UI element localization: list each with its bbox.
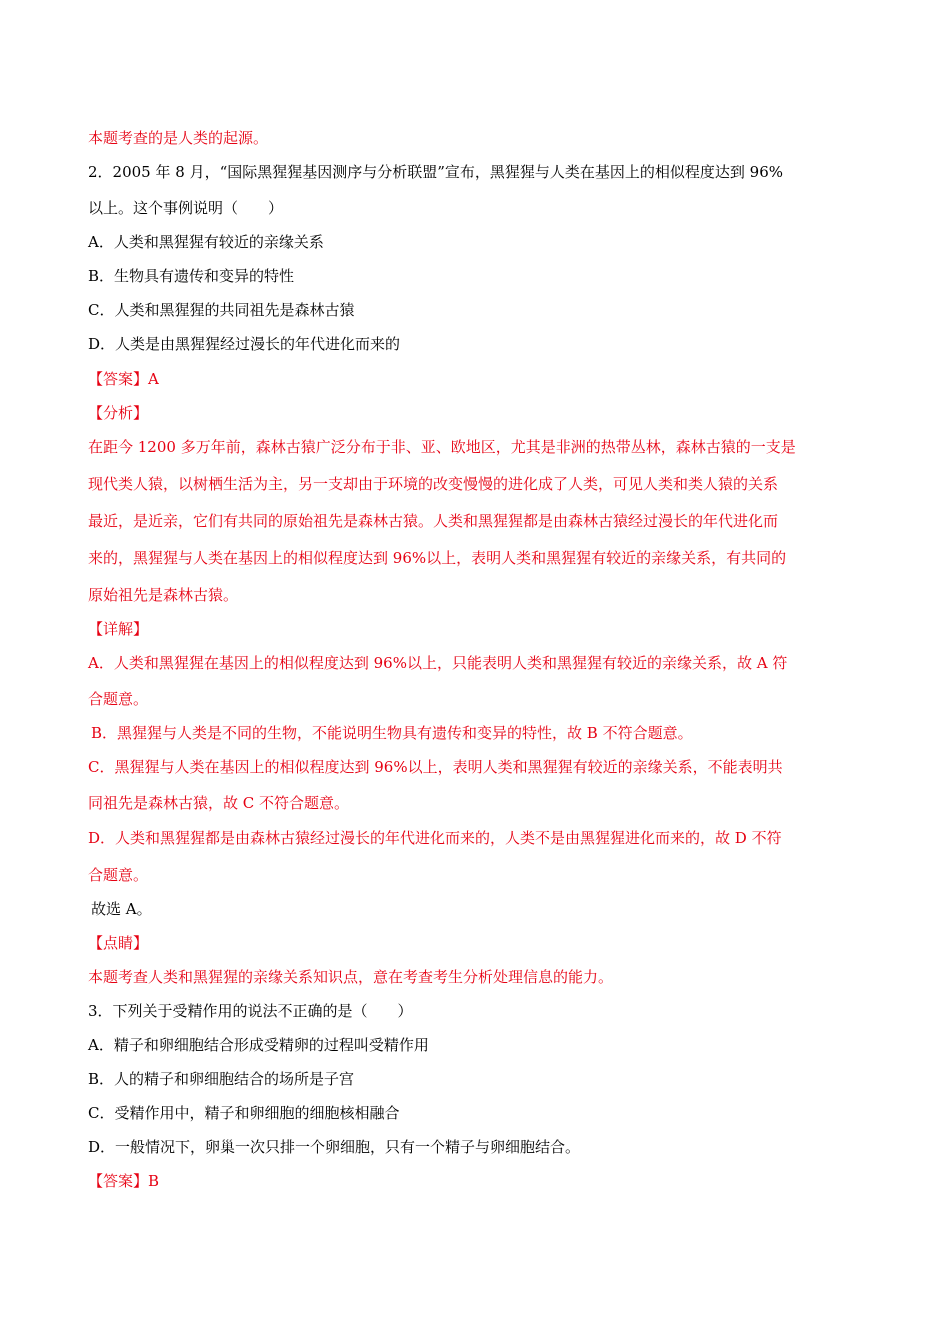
q2-detail-d-line-1: D．人类和黑猩猩都是由森林古猿经过漫长的年代进化而来的，人类不是由黑猩猩进化而来的，故 D 不符 (88, 829, 782, 847)
q3-option-b: B．人的精子和卵细胞结合的场所是子宫 (88, 1070, 355, 1088)
q2-detail-a-line-2: 合题意。 (88, 690, 149, 708)
q2-option-a: A．人类和黑猩猩有较近的亲缘关系 (88, 233, 324, 251)
q3-option-c: C．受精作用中，精子和卵细胞的细胞核相融合 (88, 1104, 400, 1122)
q2-analysis-heading: 【分析】 (88, 404, 149, 422)
q2-option-d: D．人类是由黑猩猩经过漫长的年代进化而来的 (88, 335, 401, 353)
q2-analysis-line: 原始祖先是森林古猿。 (88, 586, 239, 604)
q2-choose: 故选 A。 (91, 900, 152, 918)
q3-option-d: D．一般情况下，卵巢一次只排一个卵细胞，只有一个精子与卵细胞结合。 (88, 1138, 581, 1156)
q2-point-text: 本题考查人类和黑猩猩的亲缘关系知识点，意在考查考生分析处理信息的能力。 (88, 968, 614, 986)
q3-answer: 【答案】B (88, 1172, 160, 1190)
q2-point-heading: 【点睛】 (88, 934, 149, 952)
q2-detail-heading: 【详解】 (88, 620, 149, 638)
q2-detail-a-line-1: A．人类和黑猩猩在基因上的相似程度达到 96%以上，只能表明人类和黑猩猩有较近的亲缘关系，故 A 符 (88, 654, 788, 672)
q2-detail-c-line-1: C．黑猩猩与人类在基因上的相似程度达到 96%以上，表明人类和黑猩猩有较近的亲缘关系，不能表明共 (88, 758, 783, 776)
q1-summary: 本题考查的是人类的起源。 (88, 129, 269, 147)
q2-analysis-line: 最近，是近亲，它们有共同的原始祖先是森林古猿。人类和黑猩猩都是由森林古猿经过漫长的年代进化而 (88, 512, 779, 530)
q2-option-c: C．人类和黑猩猩的共同祖先是森林古猿 (88, 301, 355, 319)
q2-analysis-line: 来的，黑猩猩与人类在基因上的相似程度达到 96%以上，表明人类和黑猩猩有较近的亲缘关系，有共同的 (88, 549, 787, 567)
q2-option-b: B．生物具有遗传和变异的特性 (88, 267, 295, 285)
q2-analysis-line: 现代类人猿，以树栖生活为主，另一支却由于环境的改变慢慢的进化成了人类，可见人类和类人猿的关系 (88, 475, 779, 493)
q2-analysis-line: 在距今 1200 多万年前，森林古猿广泛分布于非、亚、欧地区，尤其是非洲的热带丛林，森林古猿的一支是 (88, 438, 796, 456)
q2-detail-c-line-2: 同祖先是森林古猿，故 C 不符合题意。 (88, 794, 350, 812)
q3-option-a: A．精子和卵细胞结合形成受精卵的过程叫受精作用 (88, 1036, 429, 1054)
q2-stem-line-1: 2．2005 年 8 月，“国际黑猩猩基因测序与分析联盟”宣布，黑猩猩与人类在基因上的相似程度达到 96% (88, 163, 784, 181)
q3-stem: 3．下列关于受精作用的说法不正确的是（ ） (88, 1002, 413, 1020)
q2-answer: 【答案】A (88, 370, 159, 388)
q2-stem-line-2: 以上。这个事例说明（ ） (88, 199, 284, 217)
q2-detail-d-line-2: 合题意。 (88, 866, 149, 884)
q2-detail-b: B．黑猩猩与人类是不同的生物，不能说明生物具有遗传和变异的特性，故 B 不符合题意。 (91, 724, 693, 742)
